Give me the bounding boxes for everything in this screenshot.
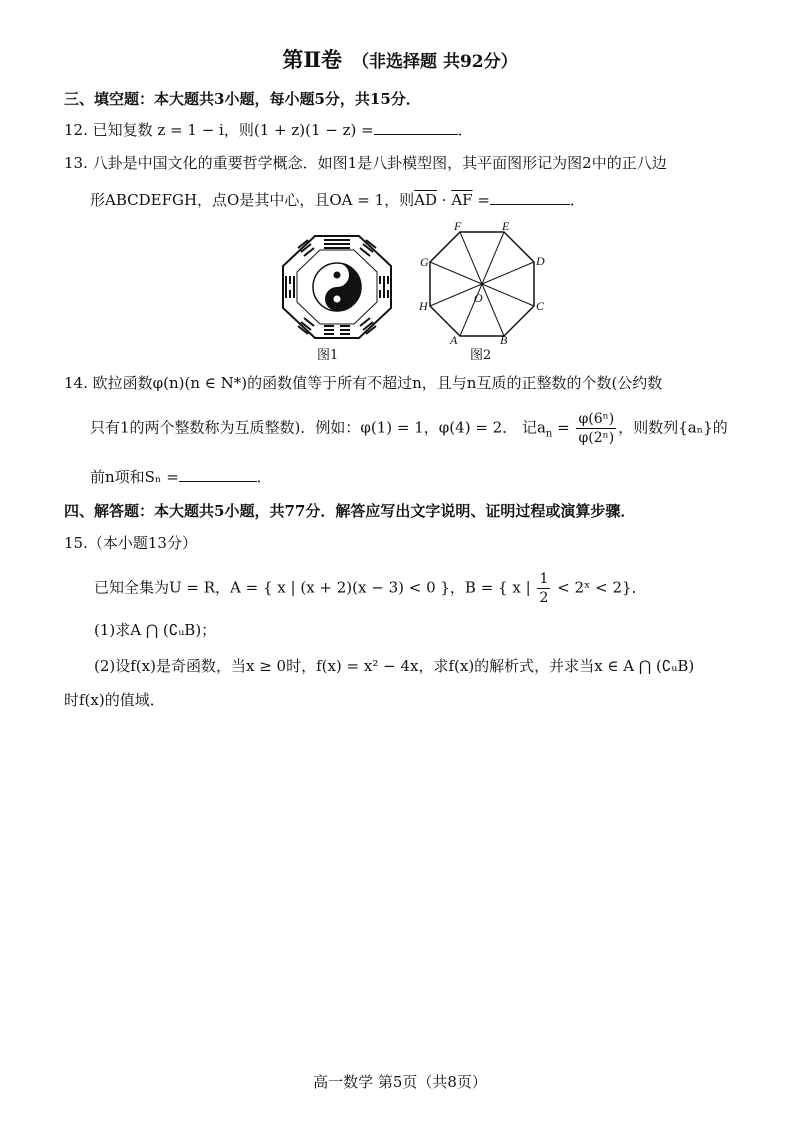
q14-end: ． (256, 468, 272, 486)
figure-1-caption: 图1 (317, 348, 339, 363)
q12-answer-blank[interactable] (374, 120, 458, 135)
section3-heading: 三、填空题：本大题共3小题，每小题5分，共15分． (64, 90, 421, 108)
figure-2-octagon (418, 220, 548, 348)
yin-dot (334, 272, 341, 279)
q14-text-c: 前n项和Sₙ = (90, 468, 179, 486)
octagon-diagonals (430, 232, 534, 336)
q14-text-b: ，则数列{aₙ}的 (618, 418, 728, 437)
vector-af: $\overline{AF}$ (451, 191, 473, 209)
q13-line1: 13. 八卦是中国文化的重要哲学概念．如图1是八卦模型图，其平面图形记为图2中的正八边 (64, 154, 667, 172)
q15-part2-line1: (2)设f(x)是奇函数，当x ≥ 0时，f(x) = x² − 4x，求f(x)的解析式，并求当x ∈ A ⋂ (∁ᵤB) (94, 657, 695, 675)
section4-heading: 四、解答题：本大题共5小题，共77分．解答应写出文字说明、证明过程或演算步骤． (64, 502, 636, 520)
q15-given-a: 已知全集为U = R，A = { x | (x + 2)(x − 3) < 0 }，B = { x | (94, 578, 531, 597)
q14-line1: 14. 欧拉函数φ(n)(n ∈ N*)的函数值等于所有不超过n，且与n互质的正整数的个数(公约数 (64, 374, 663, 392)
vector-ad: $\overline{AD}$ (414, 191, 437, 209)
q15-given (94, 570, 647, 607)
vertex-label-d: D (536, 254, 545, 268)
yang-dot (334, 296, 341, 303)
q15-part2-line2: 时f(x)的值域． (64, 691, 165, 709)
figure-1-bagua (278, 232, 396, 342)
q13-text-a: 形ABCDEFGH，点O是其中心，且OA = 1，则 (90, 191, 415, 209)
page-footer: 高一数学 第5页（共8页） (313, 1073, 487, 1091)
q14-answer-blank[interactable] (179, 467, 257, 482)
q15-given-b: < 2ˣ < 2}． (557, 578, 647, 597)
q15-part1: (1)求A ⋂ (∁ᵤB)； (94, 621, 217, 639)
q14-eq: = (552, 418, 570, 437)
vertex-label-h: H (419, 299, 428, 313)
dot-operator: · (437, 191, 452, 209)
q14-line2 (90, 410, 728, 447)
q13-end: ． (569, 191, 585, 209)
q15-head: 15.（本小题13分） (64, 534, 197, 552)
q14-sub-n: n (545, 428, 553, 440)
figure-2-caption: 图2 (470, 348, 492, 363)
title-sub: （非选择题 共92分） (352, 52, 518, 72)
title-main: 第Ⅱ卷 (282, 47, 343, 72)
q13-answer-blank[interactable] (490, 190, 570, 205)
q14-frac-num: φ(6ⁿ) (578, 411, 615, 427)
vertex-label-b: B (500, 333, 508, 347)
vertex-label-f: F (454, 220, 462, 233)
q14-text-a: 只有1的两个整数称为互质整数)．例如：φ(1) = 1，φ(4) = 2． 记a (90, 418, 546, 437)
q13-text-b: = (472, 191, 490, 209)
vertex-label-e: E (502, 220, 510, 233)
vertex-label-g: G (420, 255, 429, 269)
q14-fraction (576, 410, 616, 447)
section-title (0, 44, 800, 74)
q12-text: 12. 已知复数 z = 1 − i，则(1 + z)(1 − z) = (64, 121, 374, 139)
q15-fraction (537, 570, 550, 607)
q14-line3 (90, 466, 272, 487)
question-12 (64, 119, 473, 140)
q14-frac-den: φ(2ⁿ) (578, 430, 615, 446)
q12-end: ． (457, 121, 473, 139)
q13-line2 (90, 189, 585, 210)
q15-frac-den: 2 (539, 590, 549, 606)
vertex-label-a: A (450, 333, 458, 347)
center-label-o: O (474, 291, 483, 305)
q15-frac-num: 1 (539, 571, 549, 587)
vertex-label-c: C (536, 299, 545, 313)
